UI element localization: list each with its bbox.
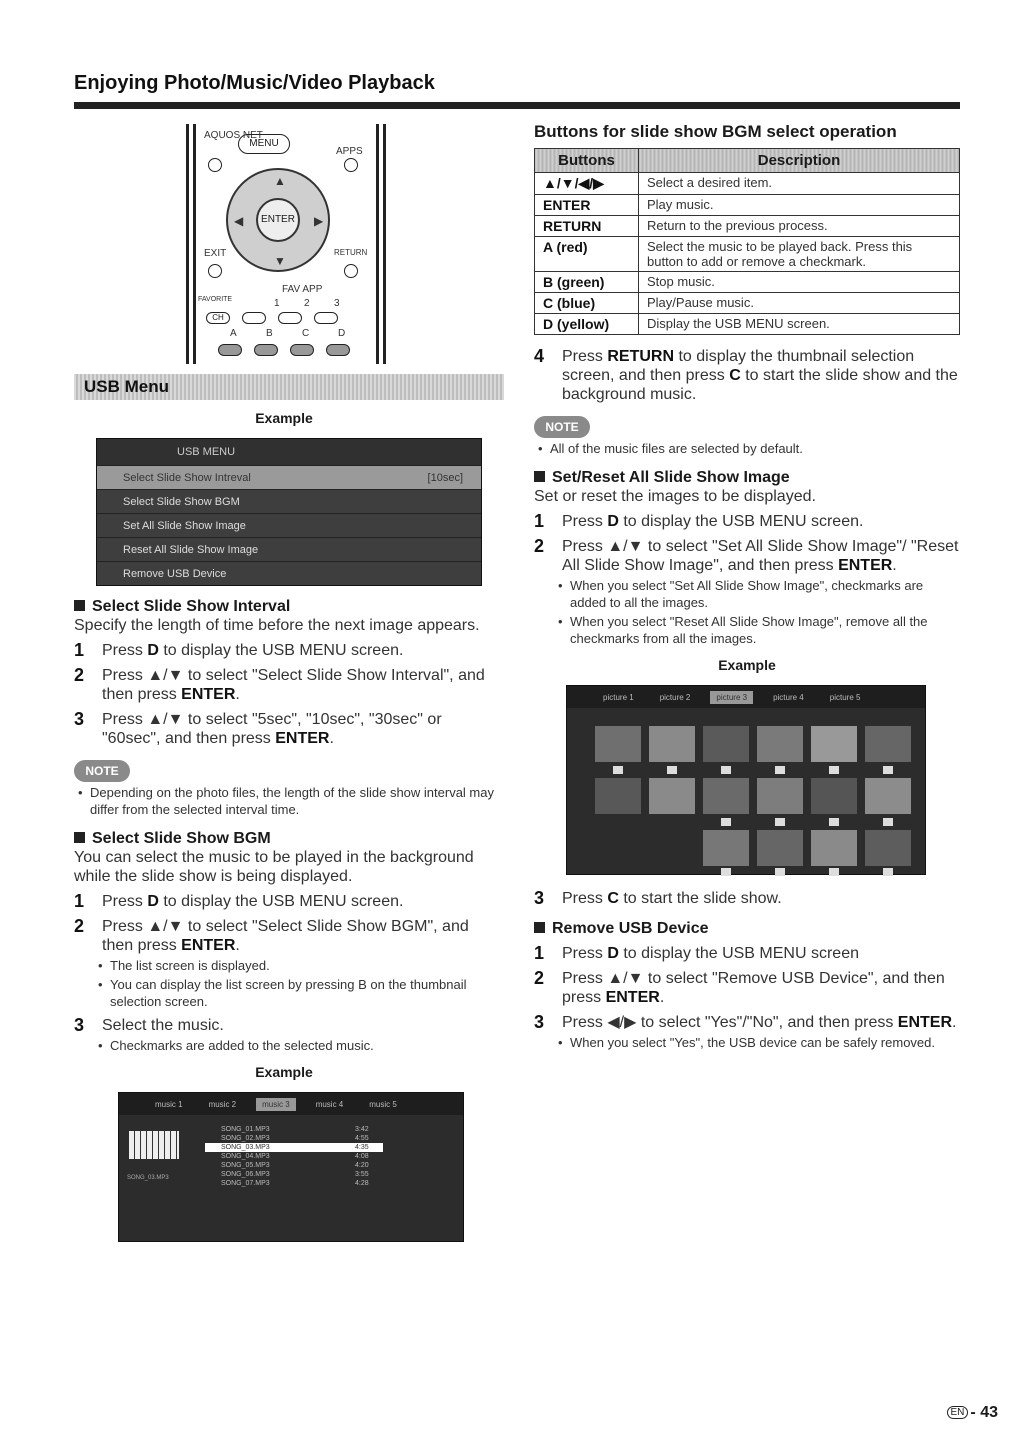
usb-menu-banner: USB Menu [74, 374, 504, 400]
table-desc: Display the USB MENU screen. [639, 314, 960, 335]
example-caption: Example [718, 657, 776, 673]
page-title: Enjoying Photo/Music/Video Playback [74, 72, 435, 94]
photo-thumbnail [703, 726, 749, 762]
apps-label: APPS [336, 146, 363, 157]
step-text: Press [562, 890, 608, 907]
fav-num-3: 3 [334, 298, 340, 309]
usb-menu-item: Select Slide Show BGM [97, 489, 481, 513]
fav-num-2: 2 [304, 298, 310, 309]
photo-thumbnail [811, 778, 857, 814]
step-text: to display the USB MENU screen. [158, 642, 404, 659]
checkmark-icon [775, 818, 785, 826]
note-bullet: • Depending on the photo files, the length of the slide show interval may differ from the selected interval time. [74, 784, 494, 818]
picture-tab: picture 1 [603, 692, 634, 702]
photo-thumbnail [811, 726, 857, 762]
music-tab: music 4 [315, 1099, 344, 1109]
picture-tab: picture 4 [773, 692, 804, 702]
step-text: to start the slide show. [618, 890, 782, 907]
table-row [535, 314, 960, 335]
photo-thumbnail [757, 778, 803, 814]
step-number: 4 [534, 346, 545, 366]
table-key: D (yellow) [535, 314, 639, 335]
page-number-text: - 43 [970, 1404, 998, 1421]
photo-thumbnail [811, 830, 857, 866]
language-badge: EN [947, 1406, 969, 1419]
step-number: 2 [74, 916, 85, 936]
step-bullet: • When you select "Reset All Slide Show Image", remove all the checkmarks from all the images. [554, 613, 960, 647]
step-key: C [729, 367, 741, 384]
photo-thumbnail [865, 830, 911, 866]
table-desc: Select the music to be played back. Press this button to add or remove a checkmark. [639, 237, 960, 272]
checkmark-icon [829, 766, 839, 774]
square-bullet-icon [74, 600, 85, 611]
usb-menu-item: Set All Slide Show Image [97, 513, 481, 537]
section-heading [534, 469, 960, 487]
music-tab: music 3 [256, 1098, 296, 1111]
checkmark-icon [613, 766, 623, 774]
table-key: RETURN [535, 216, 639, 237]
table-key: C (blue) [535, 293, 639, 314]
remote-illustration [186, 124, 386, 364]
step [74, 917, 494, 955]
c-button-icon [290, 344, 314, 356]
section-intro: Set or reset the images to be displayed. [534, 488, 816, 505]
step-key: ENTER [838, 557, 893, 574]
usb-menu-header: USB MENU [97, 439, 481, 465]
example-caption: Example [255, 410, 313, 426]
song-row [205, 1134, 383, 1143]
step-text: Press [102, 893, 148, 910]
return-label: RETURN [334, 248, 368, 257]
music-tabs [119, 1093, 463, 1115]
step-key: ENTER [605, 989, 660, 1006]
table-row [535, 173, 960, 195]
song-list [205, 1125, 383, 1188]
piano-icon [129, 1131, 179, 1159]
photo-thumbnail [703, 830, 749, 866]
table-row [535, 272, 960, 293]
usb-menu-item: Remove USB Device [97, 561, 481, 585]
song-time: 4:35 [355, 1144, 369, 1151]
table-desc: Play/Pause music. [639, 293, 960, 314]
thumbnail-screen [566, 685, 926, 875]
section-heading-text: Select Slide Show Interval [92, 598, 291, 615]
ch-button-label: CH [206, 312, 230, 324]
table-header: Description [639, 149, 960, 173]
song-row [205, 1143, 383, 1152]
step [534, 537, 960, 575]
checkmark-icon [775, 766, 785, 774]
usb-menu-item [97, 465, 481, 489]
fav-3-button-icon [314, 312, 338, 324]
table-key: B (green) [535, 272, 639, 293]
square-bullet-icon [74, 832, 85, 843]
exit-button-icon [208, 264, 222, 278]
section-heading-text: Select Slide Show BGM [92, 830, 271, 847]
table-desc: Select a desired item. [639, 173, 960, 195]
song-name: SONG_07.MP3 [221, 1180, 270, 1187]
aquos-net-label: AQUOS NET [204, 130, 263, 141]
step-bullet: • When you select "Set All Slide Show Image", checkmarks are added to all the images. [554, 577, 960, 611]
table-title: Buttons for slide show BGM select operation [534, 122, 897, 141]
checkmark-icon [829, 818, 839, 826]
step-text: to start the slide show and the background music. [562, 367, 958, 403]
step-text: Press [102, 642, 148, 659]
step-number: 1 [74, 640, 85, 660]
photo-thumbnail [757, 830, 803, 866]
step [74, 710, 494, 748]
song-name: SONG_05.MP3 [221, 1162, 270, 1169]
music-list-screen [118, 1092, 464, 1242]
song-name: SONG_02.MP3 [221, 1135, 270, 1142]
checkmark-icon [883, 818, 893, 826]
step-text: . [329, 730, 334, 747]
section-heading [74, 598, 494, 616]
photo-thumbnail [595, 778, 641, 814]
step-number: 3 [534, 1012, 545, 1032]
photo-thumbnail [649, 778, 695, 814]
section-intro: You can select the music to be played in the background while the slide show is being displayed. [74, 849, 474, 885]
selected-song-label: SONG_03.MP3 [127, 1175, 169, 1181]
up-arrow-icon: ▲ [274, 174, 286, 188]
picture-tab: picture 2 [659, 692, 691, 702]
step-number: 2 [74, 665, 85, 685]
step-key: D [607, 513, 619, 530]
song-name: SONG_01.MP3 [221, 1126, 270, 1133]
step-number: 3 [534, 888, 545, 908]
square-bullet-icon [534, 471, 545, 482]
square-bullet-icon [534, 922, 545, 933]
step [74, 892, 494, 911]
step-number: 3 [74, 709, 85, 729]
song-row [205, 1170, 383, 1179]
section-heading-text: Set/Reset All Slide Show Image [552, 469, 790, 486]
dpad-icon [226, 168, 330, 272]
song-row [205, 1152, 383, 1161]
step [534, 944, 960, 963]
step-key: ENTER [897, 1014, 953, 1031]
step-number: 2 [534, 968, 545, 988]
step-text: Press ▲/▼ to select "Remove USB Device", and then press [562, 970, 945, 1006]
table-row [535, 216, 960, 237]
step [74, 1016, 494, 1035]
picture-tabs [567, 686, 925, 708]
checkmark-icon [721, 766, 731, 774]
down-arrow-icon: ▼ [274, 254, 286, 268]
step-key: ENTER [181, 937, 236, 954]
music-tab: music 1 [155, 1099, 183, 1109]
step-number: 1 [74, 891, 85, 911]
step-text: . [659, 989, 665, 1006]
checkmark-icon [721, 868, 731, 876]
checkmark-icon [883, 868, 893, 876]
remote-rail-right [376, 124, 386, 364]
step-text: to display the thumbnail selection screen, and then press [562, 348, 915, 384]
fav-1-button-icon [242, 312, 266, 324]
fav-app-label: FAV APP [282, 284, 323, 295]
checkmark-icon [829, 868, 839, 876]
left-arrow-icon: ◀ [234, 214, 244, 228]
step [534, 969, 960, 1007]
song-time: 4:55 [355, 1135, 369, 1142]
step-text: Press ▲/▼ to select "Select Slide Show Interval", and then press [102, 667, 485, 703]
fav-2-button-icon [278, 312, 302, 324]
song-time: 4:28 [355, 1180, 369, 1187]
left-column [74, 118, 494, 1242]
step-key: ENTER [275, 730, 330, 747]
table-key: ENTER [535, 195, 639, 216]
table-desc: Stop music. [639, 272, 960, 293]
apps-button-icon [344, 158, 358, 172]
photo-thumbnail [757, 726, 803, 762]
section-heading-text: Remove USB Device [552, 920, 709, 937]
table-header: Buttons [535, 149, 639, 173]
table-row [535, 293, 960, 314]
step-text: Press [562, 513, 608, 530]
b-button-icon [254, 344, 278, 356]
table-row [535, 195, 960, 216]
a-button-icon [218, 344, 242, 356]
menu-button-label: MENU [238, 134, 290, 154]
step-key: D [607, 945, 619, 962]
photo-thumbnail [865, 726, 911, 762]
step-text: to display the USB MENU screen. [618, 513, 864, 530]
note-badge: NOTE [534, 416, 590, 438]
picture-tab: picture 3 [710, 691, 753, 704]
step-text: . [235, 937, 240, 954]
favorite-label: FAVORITE [198, 296, 233, 303]
step-text: . [952, 1014, 957, 1031]
song-row [205, 1179, 383, 1188]
step-bullet: • Checkmarks are added to the selected music. [94, 1037, 494, 1054]
step-key: D [147, 893, 159, 910]
letter-d: D [338, 328, 346, 339]
return-button-icon [344, 264, 358, 278]
exit-label: EXIT [204, 248, 227, 259]
step [74, 641, 494, 660]
table-key: ▲/▼/◀/▶ [535, 173, 639, 195]
step [534, 512, 960, 531]
buttons-table [534, 148, 960, 335]
step-number: 1 [534, 511, 545, 531]
step-text: . [235, 686, 240, 703]
song-name: SONG_04.MP3 [221, 1153, 270, 1160]
checkmark-icon [721, 818, 731, 826]
picture-tab: picture 5 [829, 692, 861, 702]
enter-button-label: ENTER [256, 198, 300, 242]
photo-thumbnail [595, 726, 641, 762]
song-time: 3:55 [355, 1171, 369, 1178]
step-key: C [607, 890, 619, 907]
step-text: . [892, 557, 897, 574]
photo-thumbnail [649, 726, 695, 762]
song-time: 4:20 [355, 1162, 369, 1169]
letter-c: C [302, 328, 310, 339]
music-tab: music 5 [369, 1099, 397, 1109]
song-time: 4:08 [355, 1153, 369, 1160]
step-text: Press ▲/▼ to select "Set All Slide Show Image"/ "Reset All Slide Show Image", and then press [562, 538, 959, 574]
step-number: 1 [534, 943, 545, 963]
song-name: SONG_03.MP3 [221, 1144, 270, 1151]
music-tab: music 2 [208, 1099, 237, 1109]
step-text: to display the USB MENU screen. [158, 893, 404, 910]
step-bullet: • You can display the list screen by pressing B on the thumbnail selection screen. [94, 976, 494, 1010]
step-key: ENTER [181, 686, 236, 703]
step-number: 3 [74, 1015, 85, 1035]
song-row [205, 1125, 383, 1134]
right-arrow-icon: ▶ [314, 214, 324, 228]
step [534, 889, 960, 908]
fav-num-1: 1 [274, 298, 280, 309]
table-key: A (red) [535, 237, 639, 272]
letter-b: B [266, 328, 273, 339]
step-bullet: • The list screen is displayed. [94, 957, 494, 974]
step [74, 666, 494, 704]
step-bullet: • When you select "Yes", the USB device can be safely removed. [554, 1034, 960, 1051]
section-heading [74, 830, 494, 848]
step-text: Press ▲/▼ to select "Select Slide Show BGM", and then press [102, 918, 469, 954]
checkmark-icon [667, 766, 677, 774]
step-number: 2 [534, 536, 545, 556]
table-row [535, 237, 960, 272]
remote-rail-left [186, 124, 196, 364]
interval-value: [10sec] [427, 472, 463, 484]
d-button-icon [326, 344, 350, 356]
table-desc: Return to the previous process. [639, 216, 960, 237]
photo-thumbnail [865, 778, 911, 814]
step-text: Press [562, 945, 608, 962]
checkmark-icon [883, 766, 893, 774]
song-name: SONG_06.MP3 [221, 1171, 270, 1178]
step-text: Press ▲/▼ to select "5sec", "10sec", "30sec" or "60sec", and then press [102, 711, 442, 747]
photo-thumbnail [703, 778, 749, 814]
page-number [947, 1404, 998, 1422]
song-row [205, 1161, 383, 1170]
note-bullet: • All of the music files are selected by default. [534, 440, 960, 457]
section-intro: Specify the length of time before the next image appears. [74, 617, 480, 634]
usb-menu-item-label: Select Slide Show Intreval [123, 472, 251, 484]
example-caption: Example [255, 1064, 313, 1080]
section-heading [534, 920, 960, 938]
song-time: 3:42 [355, 1126, 369, 1133]
step-text: Press ◀/▶ to select "Yes"/"No", and then press [562, 1014, 898, 1031]
checkmark-icon [775, 868, 785, 876]
step-text: to display the USB MENU screen [618, 945, 859, 962]
note-badge: NOTE [74, 760, 130, 782]
usb-menu-item: Reset All Slide Show Image [97, 537, 481, 561]
step-key: RETURN [607, 348, 675, 365]
header-rule [74, 102, 960, 109]
step [534, 347, 960, 404]
usb-menu-screen [96, 438, 482, 586]
right-column [534, 118, 960, 1051]
table-desc: Play music. [639, 195, 960, 216]
aquos-net-button-icon [208, 158, 222, 172]
letter-a: A [230, 328, 237, 339]
step-text: Press [562, 348, 608, 365]
step [534, 1013, 960, 1032]
step-text: Select the music. [102, 1017, 224, 1034]
step-key: D [147, 642, 159, 659]
